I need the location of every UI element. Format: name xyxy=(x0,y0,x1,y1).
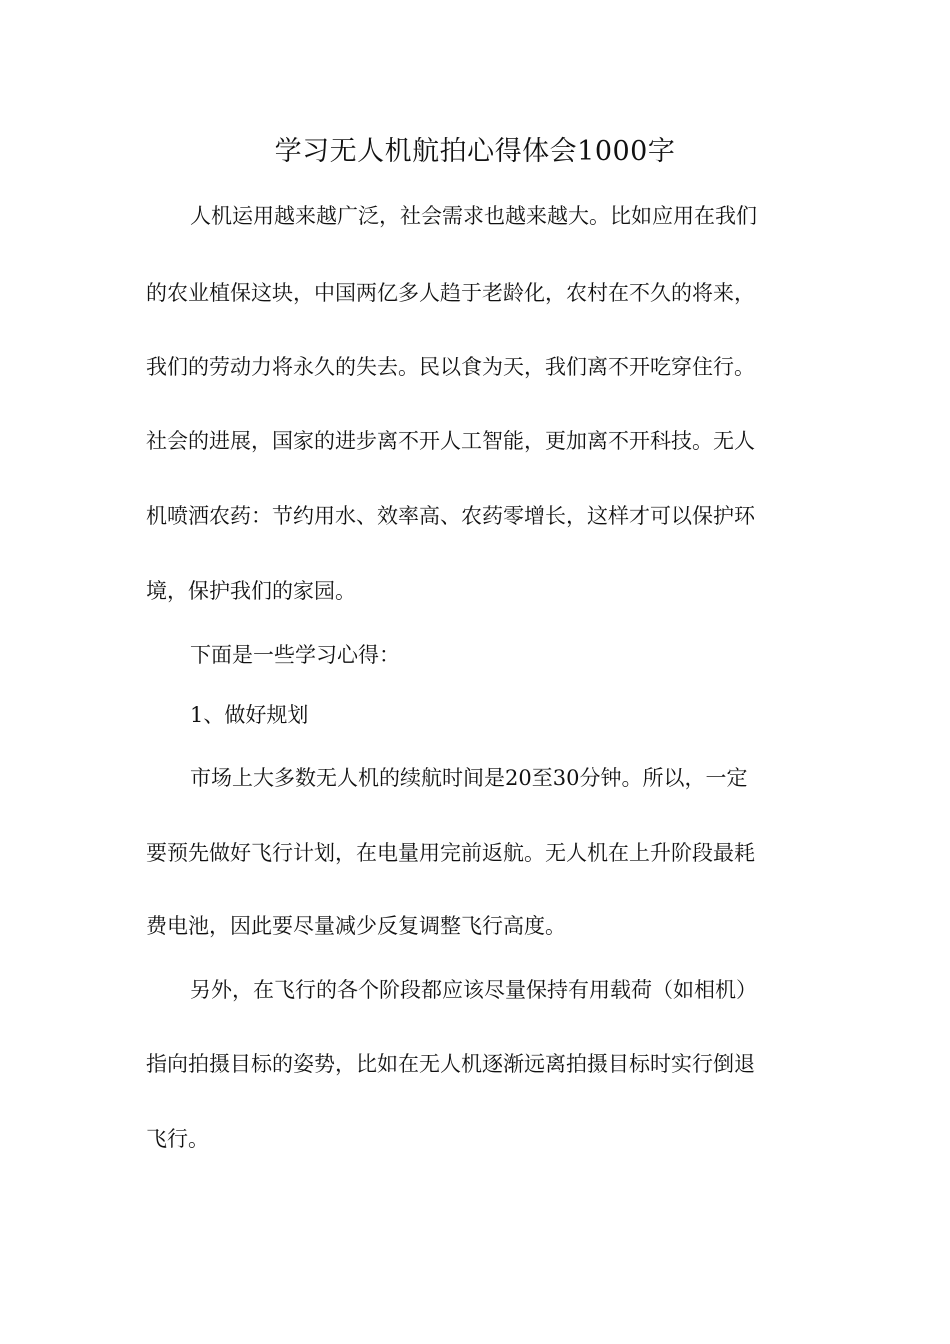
section-heading: 1、做好规划 xyxy=(190,703,309,727)
paragraph-line: 市场上大多数无人机的续航时间是20至30分钟。所以，一定 xyxy=(190,766,748,790)
paragraph-line: 我们的劳动力将永久的失去。民以食为天，我们离不开吃穿住行。 xyxy=(146,355,755,379)
paragraph-line: 飞行。 xyxy=(146,1127,209,1151)
paragraph-line: 人机运用越来越广泛，社会需求也越来越大。比如应用在我们 xyxy=(190,204,757,228)
paragraph-line: 费电池，因此要尽量减少反复调整飞行高度。 xyxy=(146,914,566,938)
paragraph-line: 下面是一些学习心得： xyxy=(190,643,400,667)
paragraph-line: 的农业植保这块，中国两亿多人趋于老龄化，农村在不久的将来， xyxy=(146,281,755,305)
paragraph-line: 机喷洒农药：节约用水、效率高、农药零增长，这样才可以保护环 xyxy=(146,504,755,528)
paragraph-line: 另外，在飞行的各个阶段都应该尽量保持有用载荷（如相机） xyxy=(190,978,757,1002)
paragraph-line: 境，保护我们的家园。 xyxy=(146,579,356,603)
paragraph-line: 社会的进展，国家的进步离不开人工智能，更加离不开科技。无人 xyxy=(146,429,755,453)
document-title: 学习无人机航拍心得体会1000字 xyxy=(274,136,676,167)
paragraph-line: 指向拍摄目标的姿势，比如在无人机逐渐远离拍摄目标时实行倒退 xyxy=(146,1052,755,1076)
paragraph-line: 要预先做好飞行计划，在电量用完前返航。无人机在上升阶段最耗 xyxy=(146,841,755,865)
